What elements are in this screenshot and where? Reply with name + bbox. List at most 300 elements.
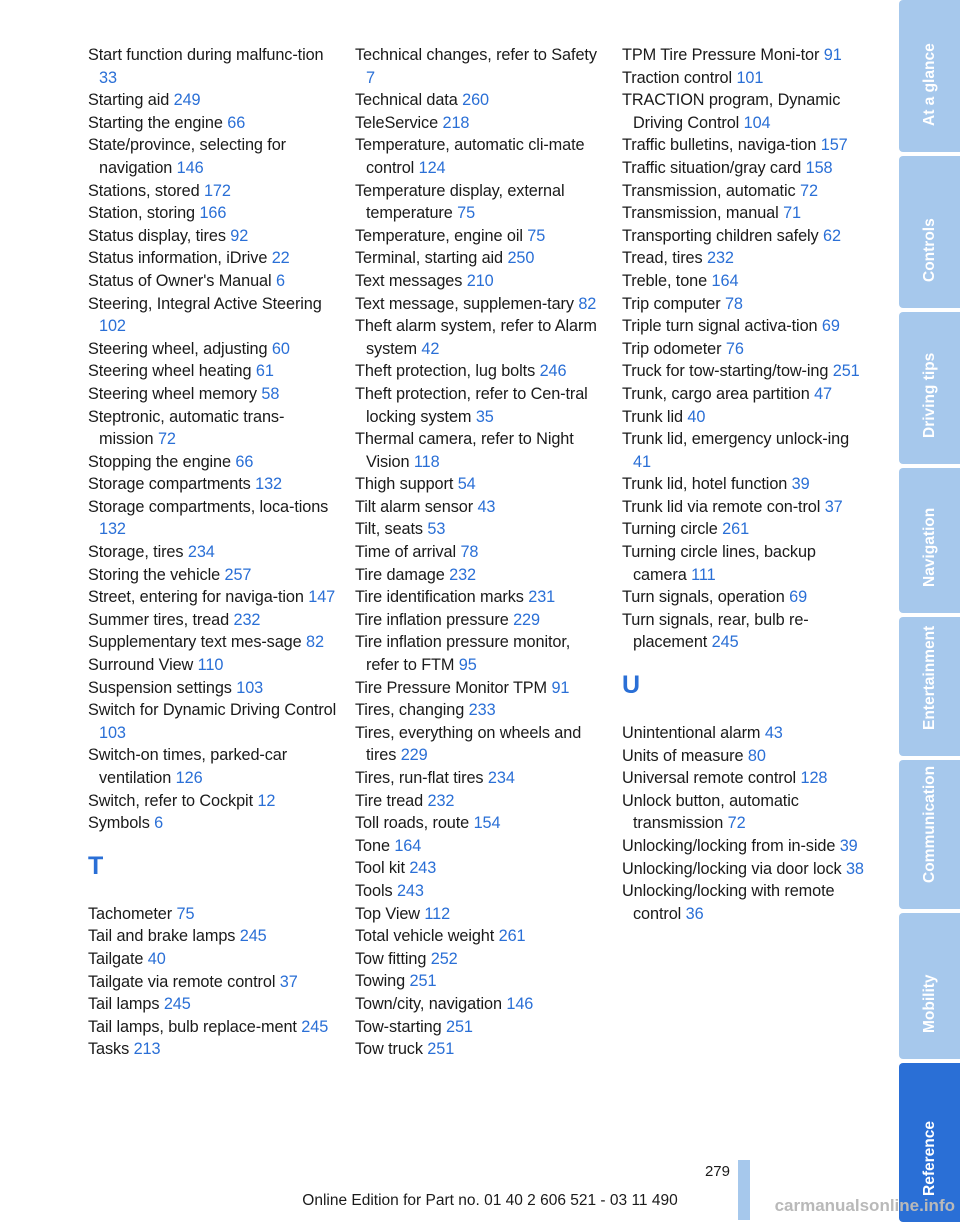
index-entry-page-link[interactable]: 251 — [832, 362, 860, 381]
index-entry — [88, 451, 338, 474]
index-entry-page-link[interactable]: 33 — [99, 68, 117, 87]
index-entry-term: TPM Tire Pressure Moni-tor — [622, 46, 820, 64]
index-entry-term: Switch, refer to Cockpit — [88, 791, 253, 810]
index-entry — [622, 835, 867, 858]
index-entry-term: Status of Owner's Manual — [88, 271, 272, 290]
index-entry-page-link[interactable]: 35 — [475, 407, 494, 426]
index-entry-page-link[interactable]: 172 — [203, 181, 231, 200]
index-entry-page-link[interactable]: 232 — [449, 565, 477, 584]
index-entry-term: Total vehicle weight — [355, 927, 495, 946]
index-entry — [355, 180, 605, 225]
index-entry-term: Theft protection, lug bolts — [355, 362, 536, 381]
index-entry — [622, 858, 867, 881]
index-entry — [88, 496, 338, 541]
sidebar-tab-driving-tips[interactable] — [899, 312, 960, 464]
index-entry-page-link[interactable]: 22 — [271, 249, 290, 268]
index-entry — [355, 677, 605, 700]
index-entry-term: Steering wheel memory — [88, 384, 257, 403]
index-entry-page-link[interactable]: 245 — [711, 633, 739, 652]
index-entry-term: Switch-on times, parked-car ventilation — [88, 746, 288, 787]
index-entry-page-link[interactable]: 69 — [789, 588, 808, 607]
index-entry — [88, 112, 338, 135]
index-entry-term: Starting the engine — [88, 113, 223, 132]
index-entry — [622, 767, 867, 790]
index-entry-term: Storage compartments, loca-tions — [88, 497, 329, 516]
index-entry-term: Temperature display, external temperature — [355, 181, 565, 223]
index-entry-term: Transmission, automatic — [622, 181, 796, 200]
sidebar-tab-label: Driving tips — [920, 352, 938, 438]
index-entry — [355, 586, 605, 609]
index-entry — [622, 270, 867, 293]
index-entry-page-link[interactable]: 12 — [257, 791, 276, 810]
index-entry-page-link[interactable]: 124 — [418, 158, 446, 177]
index-entry-term: Trunk, cargo area partition — [622, 384, 810, 403]
index-entry-term: Tire inflation pressure — [355, 610, 509, 629]
index-entry — [88, 44, 338, 89]
index-entry — [88, 609, 338, 632]
index-entry-page-link[interactable]: 147 — [308, 588, 336, 607]
index-entry — [355, 112, 605, 135]
index-entry-page-link[interactable]: 95 — [458, 656, 477, 675]
index-entry-term: Town/city, navigation — [355, 994, 502, 1013]
index-entry-page-link[interactable]: 6 — [275, 271, 285, 290]
index-entry-page-link[interactable]: 146 — [176, 158, 204, 177]
index-entry-page-link[interactable]: 39 — [839, 837, 858, 855]
index-entry-page-link[interactable]: 103 — [99, 723, 126, 742]
index-entry-page-link[interactable]: 72 — [157, 430, 176, 449]
index-entry-term: Theft alarm system, refer to Alarm system — [355, 317, 597, 358]
index-entry-term: Tires, everything on wheels and tires — [355, 723, 582, 765]
index-entry-term: Unlocking/locking with remote control — [622, 882, 835, 923]
index-entry-term: Tread, tires — [622, 249, 703, 268]
index-entry-term: Tailgate — [88, 949, 144, 968]
index-entry — [355, 948, 605, 971]
index-entry-term: Tail and brake lamps — [88, 927, 236, 946]
index-entry-term: Unlocking/locking from in-side — [622, 837, 836, 855]
index-entry-term: Truck for tow-starting/tow-ing — [622, 362, 829, 381]
index-entry-term: Storing the vehicle — [88, 565, 221, 584]
sidebar-tab-entertainment[interactable] — [899, 617, 960, 756]
index-entry-term: Steptronic, automatic trans-mission — [88, 407, 285, 449]
index-entry — [355, 428, 605, 473]
index-entry-page-link[interactable]: 257 — [224, 565, 252, 584]
index-entry-page-link[interactable]: 91 — [823, 46, 842, 64]
index-entry-term: Text message, supplemen-tary — [355, 294, 574, 313]
index-entry-page-link[interactable]: 261 — [722, 520, 750, 539]
index-entry-page-link[interactable]: 132 — [255, 475, 283, 494]
index-entry-page-link[interactable]: 37 — [279, 972, 298, 991]
index-entry-page-link[interactable]: 251 — [427, 1040, 455, 1059]
index-entry-page-link[interactable]: 7 — [366, 68, 375, 87]
index-entry — [88, 903, 338, 926]
index-entry-page-link[interactable]: 252 — [430, 949, 458, 968]
index-entry-term: Top View — [355, 904, 420, 923]
index-entry-term: Street, entering for naviga-tion — [88, 588, 304, 607]
index-entry-page-link[interactable]: 69 — [821, 317, 840, 336]
index-entry-term: State/province, selecting for navigation — [88, 136, 287, 177]
index-entry-page-link[interactable]: 166 — [199, 204, 227, 223]
index-entry-page-link[interactable]: 39 — [791, 475, 810, 494]
index-entry-term: Tilt alarm sensor — [355, 497, 474, 516]
index-entry — [88, 677, 338, 700]
index-entry-page-link[interactable]: 128 — [800, 769, 828, 788]
index-entry-page-link[interactable]: 40 — [147, 949, 166, 968]
chapter-sidebar — [899, 0, 960, 1222]
letter-heading: T — [88, 851, 104, 880]
index-entry-term: Status display, tires — [88, 226, 226, 245]
index-entry-page-link[interactable]: 229 — [400, 746, 428, 765]
index-entry — [355, 993, 605, 1016]
index-entry-page-link[interactable]: 250 — [507, 249, 535, 268]
index-entry — [622, 225, 867, 248]
index-entry-page-link[interactable]: 251 — [446, 1017, 473, 1036]
index-entry — [355, 790, 605, 813]
index-entry-term: Terminal, starting aid — [355, 249, 504, 268]
sidebar-tab-label: Communication — [920, 765, 938, 883]
index-entry — [88, 993, 338, 1016]
index-entry-page-link[interactable]: 233 — [468, 701, 496, 720]
index-entry — [88, 812, 338, 835]
index-entry — [622, 473, 867, 496]
index-entry-term: Theft protection, refer to Cen-tral locking system — [355, 384, 588, 426]
index-entry-term: Traffic bulletins, naviga-tion — [622, 136, 817, 155]
index-entry-term: Tire damage — [355, 565, 445, 584]
index-entry-term: Transmission, manual — [622, 204, 779, 223]
index-entry — [88, 654, 338, 677]
index-entry-page-link[interactable]: 164 — [394, 836, 422, 855]
index-entry-term: Status information, iDrive — [88, 249, 268, 268]
index-entry-page-link[interactable]: 78 — [724, 294, 743, 313]
index-entry — [622, 383, 867, 406]
index-entry — [355, 1016, 605, 1039]
index-entry — [355, 722, 605, 767]
index-entry-page-link[interactable]: 75 — [527, 226, 546, 245]
index-entry — [88, 1016, 338, 1039]
index-entry — [622, 67, 867, 90]
index-entry-page-link[interactable]: 61 — [255, 362, 274, 381]
index-entry-page-link[interactable]: 261 — [498, 927, 526, 946]
sidebar-tab-communication[interactable] — [899, 760, 960, 909]
index-entry-term: Toll roads, route — [355, 814, 470, 833]
index-entry-page-link[interactable]: 245 — [163, 995, 191, 1014]
index-entry-term: Steering, Integral Active Steering — [88, 294, 322, 313]
index-entry — [88, 383, 338, 406]
index-entry-page-link[interactable]: 234 — [187, 543, 215, 562]
index-entry-page-link[interactable]: 47 — [814, 384, 833, 403]
index-entry — [88, 744, 338, 789]
index-entry-page-link[interactable]: 38 — [845, 859, 864, 878]
index-entry-page-link[interactable]: 146 — [506, 994, 534, 1013]
index-entry — [355, 360, 605, 383]
sidebar-tab-label: Controls — [920, 218, 938, 282]
index-entry — [355, 564, 605, 587]
index-entry-term: Trunk lid — [622, 407, 683, 426]
index-entry-page-link[interactable]: 71 — [783, 204, 802, 223]
index-entry-term: Temperature, engine oil — [355, 226, 523, 245]
index-entry-term: Traffic situation/gray card — [622, 158, 802, 177]
index-entry-page-link[interactable]: 66 — [227, 113, 246, 132]
index-entry — [88, 699, 338, 744]
index-entry-term: Turn signals, operation — [622, 588, 785, 607]
index-entry — [355, 857, 605, 880]
index-entry-page-link[interactable]: 41 — [633, 452, 651, 471]
watermark: carmanualsonline.info — [774, 1196, 955, 1215]
index-entry-page-link[interactable]: 43 — [477, 497, 496, 516]
index-entry-page-link[interactable]: 164 — [711, 271, 739, 290]
index-entry-page-link[interactable]: 80 — [747, 746, 766, 765]
index-entry-term: Tasks — [88, 1040, 130, 1059]
index-entry — [355, 473, 605, 496]
index-entry-page-link[interactable]: 104 — [743, 113, 771, 132]
index-entry-term: TeleService — [355, 113, 439, 132]
index-entry-term: Traction control — [622, 68, 732, 87]
index-entry — [355, 44, 605, 89]
index-entry-term: Time of arrival — [355, 543, 457, 562]
sidebar-tab-label: Entertainment — [920, 625, 938, 730]
index-entry — [355, 835, 605, 858]
index-column-1 — [88, 44, 338, 1061]
index-entry-term: Suspension settings — [88, 678, 232, 697]
index-entry-page-link[interactable]: 102 — [99, 317, 126, 336]
index-entry — [355, 970, 605, 993]
index-entry-page-link[interactable]: 210 — [466, 271, 494, 290]
index-entry-page-link[interactable]: 118 — [413, 452, 440, 471]
index-entry-term: Steering wheel, adjusting — [88, 339, 268, 358]
index-entry-page-link[interactable]: 110 — [197, 656, 224, 675]
index-entry-page-link[interactable]: 249 — [173, 91, 201, 110]
index-entry-page-link[interactable]: 251 — [409, 972, 437, 991]
index-column-2 — [355, 44, 605, 1061]
index-entry — [355, 631, 605, 676]
index-entry — [355, 767, 605, 790]
index-entry — [355, 812, 605, 835]
page-number: 279 — [704, 1163, 730, 1180]
index-entry — [88, 180, 338, 203]
index-entry-term: Trunk lid, emergency unlock-ing — [622, 430, 850, 449]
index-entry-term: Temperature, automatic cli-mate control — [355, 136, 585, 177]
index-entry-page-link[interactable]: 245 — [239, 927, 267, 946]
index-entry-term: TRACTION program, Dynamic Driving Control — [622, 91, 841, 132]
index-entry-page-link[interactable]: 75 — [176, 904, 195, 923]
index-entry-page-link[interactable]: 82 — [578, 294, 597, 313]
index-entry — [88, 406, 338, 451]
index-entry — [355, 247, 605, 270]
index-entry — [622, 247, 867, 270]
index-entry-page-link[interactable]: 126 — [175, 769, 203, 787]
index-entry — [88, 293, 338, 338]
index-entry-term: Switch for Dynamic Driving Control — [88, 701, 337, 720]
index-entry-page-link[interactable]: 154 — [473, 814, 501, 833]
index-entry-page-link[interactable]: 246 — [539, 362, 567, 381]
index-entry-term: Units of measure — [622, 746, 744, 765]
index-entry-page-link[interactable]: 91 — [551, 678, 570, 697]
sidebar-tab-label: Reference — [920, 1121, 938, 1196]
edition-footer: Online Edition for Part no. 01 40 2 606 521 - 03 11 490 — [302, 1192, 678, 1209]
index-entry — [88, 360, 338, 383]
index-entry — [622, 315, 867, 338]
index-entry-term: Thermal camera, refer to Night Vision — [355, 430, 574, 471]
index-entry-page-link[interactable]: 66 — [235, 452, 254, 471]
index-entry — [622, 790, 867, 835]
index-entry-page-link[interactable]: 92 — [230, 226, 249, 245]
index-entry-page-link[interactable]: 245 — [301, 1017, 329, 1036]
sidebar-tab-label: At a glance — [920, 43, 938, 126]
index-entry-term: Unintentional alarm — [622, 724, 761, 743]
index-entry-page-link[interactable]: 260 — [462, 91, 489, 110]
index-entry — [355, 270, 605, 293]
index-entry-page-link[interactable]: 6 — [154, 814, 164, 833]
index-entry-term: Treble, tone — [622, 271, 708, 290]
letter-heading: U — [622, 671, 641, 700]
index-entry — [355, 89, 605, 112]
index-entry-page-link[interactable]: 232 — [706, 249, 734, 268]
index-entry — [88, 631, 338, 654]
sidebar-tab-navigation[interactable] — [899, 468, 960, 613]
sidebar-tab-mobility[interactable] — [899, 913, 960, 1059]
sidebar-tab-at-a-glance[interactable] — [899, 0, 960, 152]
index-entry — [88, 948, 338, 971]
index-entry — [88, 541, 338, 564]
index-entry-term: Tires, changing — [355, 701, 465, 720]
index-entry — [355, 880, 605, 903]
index-entry — [355, 699, 605, 722]
index-entry-page-link[interactable]: 40 — [687, 407, 706, 426]
sidebar-tab-controls[interactable] — [899, 156, 960, 308]
index-entry-page-link[interactable]: 243 — [396, 881, 424, 900]
index-entry-term: Symbols — [88, 814, 150, 833]
index-entry-page-link[interactable]: 36 — [685, 904, 704, 923]
index-entry-page-link[interactable]: 43 — [764, 724, 783, 743]
index-entry-page-link[interactable]: 213 — [133, 1040, 161, 1059]
index-entry-page-link[interactable]: 78 — [460, 543, 479, 562]
index-entry — [88, 225, 338, 248]
index-entry — [622, 202, 867, 225]
index-entry-page-link[interactable]: 101 — [736, 68, 764, 87]
index-entry-term: Trunk lid via remote con-trol — [622, 497, 821, 516]
index-entry — [622, 360, 867, 383]
index-entry-term: Station, storing — [88, 204, 196, 223]
index-entry-page-link[interactable]: 112 — [424, 904, 451, 923]
index-entry — [622, 428, 867, 473]
index-entry-term: Storage, tires — [88, 543, 184, 562]
index-entry-term: Trunk lid, hotel function — [622, 475, 788, 494]
index-entry-page-link[interactable]: 76 — [725, 339, 744, 358]
index-entry-page-link[interactable]: 218 — [442, 113, 470, 132]
index-entry-page-link[interactable]: 53 — [427, 520, 446, 539]
index-entry-term: Unlocking/locking via door lock — [622, 859, 842, 878]
sidebar-tab-label: Navigation — [920, 507, 938, 587]
index-entry-page-link[interactable]: 75 — [457, 204, 476, 223]
index-entry — [622, 541, 867, 586]
index-entry — [88, 247, 338, 270]
index-entry-term: Supplementary text mes-sage — [88, 633, 302, 652]
index-entry-page-link[interactable]: 157 — [820, 136, 848, 155]
index-entry-page-link[interactable]: 37 — [824, 497, 843, 516]
index-entry-page-link[interactable]: 72 — [799, 181, 818, 200]
index-entry-page-link[interactable]: 54 — [457, 475, 476, 494]
index-entry-term: Surround View — [88, 656, 194, 675]
index-entry-page-link[interactable]: 158 — [805, 158, 833, 177]
index-entry-term: Turning circle lines, backup camera — [622, 543, 816, 584]
index-entry-term: Universal remote control — [622, 769, 797, 788]
index-entry — [355, 518, 605, 541]
index-entry-term: Turn signals, rear, bulb re-placement — [622, 610, 809, 652]
index-entry-page-link[interactable]: 62 — [823, 226, 841, 245]
index-entry-page-link[interactable]: 132 — [99, 520, 126, 539]
index-entry — [622, 180, 867, 203]
index-entry — [622, 496, 867, 519]
index-entry-page-link[interactable]: 231 — [528, 588, 556, 607]
index-entry-term: Tail lamps — [88, 995, 160, 1014]
index-entry-page-link[interactable]: 232 — [233, 610, 261, 629]
index-entry-page-link[interactable]: 232 — [427, 791, 455, 810]
index-entry-term: Tires, run-flat tires — [355, 769, 484, 787]
index-entry — [355, 496, 605, 519]
index-entry-term: Summer tires, tread — [88, 610, 230, 629]
index-entry — [88, 790, 338, 813]
index-entry-page-link[interactable]: 60 — [271, 339, 290, 358]
index-entry-term: Trip computer — [622, 294, 721, 313]
index-entry — [88, 971, 338, 994]
index-entry — [355, 134, 605, 179]
index-entry — [88, 270, 338, 293]
index-entry — [355, 1038, 605, 1061]
index-entry-page-link[interactable]: 72 — [727, 814, 746, 833]
index-entry — [622, 880, 867, 925]
index-entry-term: Tachometer — [88, 904, 173, 923]
index-entry-term: Tow truck — [355, 1040, 423, 1059]
index-entry — [88, 89, 338, 112]
index-entry-page-link[interactable]: 42 — [421, 339, 440, 358]
index-entry-page-link[interactable]: 229 — [513, 610, 540, 629]
index-entry — [622, 586, 867, 609]
index-entry-page-link[interactable]: 58 — [261, 384, 280, 403]
index-entry — [88, 1038, 338, 1061]
index-entry-page-link[interactable]: 82 — [306, 633, 324, 652]
index-entry — [622, 44, 867, 67]
index-entry-term: Technical changes, refer to Safety — [355, 46, 597, 64]
index-entry-page-link[interactable]: 243 — [409, 859, 437, 878]
index-entry-term: Steering wheel heating — [88, 362, 252, 381]
index-entry — [355, 315, 605, 360]
index-entry — [355, 609, 605, 632]
index-entry-term: Tool kit — [355, 859, 405, 878]
index-entry — [622, 745, 867, 768]
index-entry-term: Technical data — [355, 91, 458, 110]
index-entry — [622, 89, 867, 134]
index-entry-term: Tailgate via remote control — [88, 972, 276, 991]
index-entry-term: Tools — [355, 881, 393, 900]
index-entry — [622, 609, 867, 654]
index-entry-page-link[interactable]: 234 — [487, 769, 515, 787]
index-entry-term: Turning circle — [622, 520, 718, 539]
index-entry-term: Starting aid — [88, 91, 170, 110]
index-entry-term: Tire inflation pressure monitor, refer to FTM — [355, 633, 571, 675]
index-entry-term: Storage compartments — [88, 475, 251, 494]
index-entry-term: Stations, stored — [88, 181, 200, 200]
index-entry — [622, 134, 867, 157]
index-entry — [355, 903, 605, 926]
index-entry — [88, 586, 338, 609]
index-entry-term: Tail lamps, bulb replace-ment — [88, 1017, 297, 1036]
index-entry-term: Transporting children safely — [622, 226, 819, 245]
index-entry — [88, 338, 338, 361]
index-entry — [355, 293, 605, 316]
index-entry — [88, 473, 338, 496]
index-entry-page-link[interactable]: 111 — [691, 565, 716, 584]
index-entry-page-link[interactable]: 103 — [236, 678, 264, 697]
index-entry-term: Stopping the engine — [88, 452, 231, 471]
